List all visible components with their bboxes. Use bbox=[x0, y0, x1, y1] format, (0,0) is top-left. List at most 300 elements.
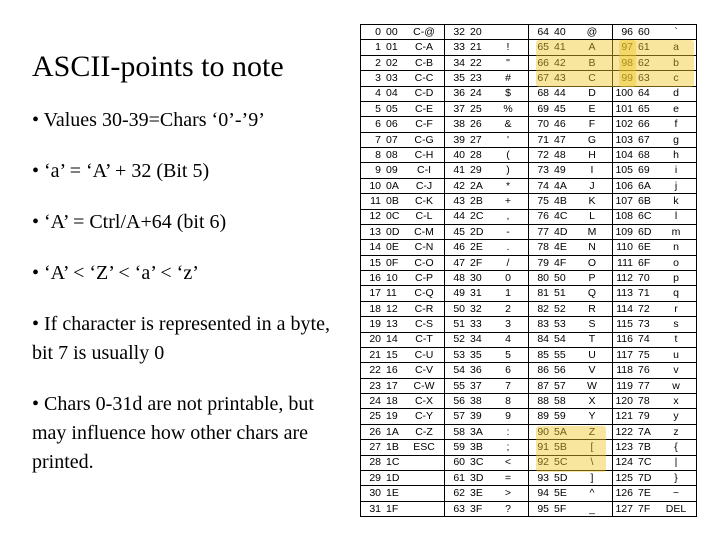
char-cell: $ bbox=[505, 87, 511, 100]
hex-cell: 36 bbox=[470, 364, 482, 377]
hex-cell: 60 bbox=[638, 25, 650, 38]
table-row bbox=[613, 456, 696, 471]
hex-cell: 18 bbox=[386, 394, 398, 407]
table-row bbox=[361, 225, 444, 240]
hex-cell: 64 bbox=[638, 87, 650, 100]
hex-cell: 08 bbox=[386, 148, 398, 161]
table-row bbox=[445, 333, 528, 348]
hex-cell: 15 bbox=[386, 348, 398, 361]
table-row bbox=[361, 194, 444, 209]
decimal-cell: 94 bbox=[537, 487, 549, 500]
hex-cell: 27 bbox=[470, 133, 482, 146]
decimal-cell: 81 bbox=[537, 287, 549, 300]
char-cell: m bbox=[671, 225, 681, 238]
decimal-cell: 60 bbox=[453, 456, 465, 469]
char-cell: a bbox=[673, 41, 679, 54]
hex-cell: 06 bbox=[386, 118, 398, 131]
char-cell: 2 bbox=[505, 302, 511, 315]
table-row bbox=[445, 117, 528, 132]
decimal-cell: 97 bbox=[621, 41, 633, 54]
hex-cell: 1F bbox=[386, 502, 399, 515]
char-cell: y bbox=[673, 410, 679, 423]
char-cell: Z bbox=[588, 425, 596, 438]
hex-cell: 66 bbox=[638, 118, 650, 131]
hex-cell: 05 bbox=[386, 102, 398, 115]
hex-cell: 14 bbox=[386, 333, 398, 346]
char-cell: C-L bbox=[415, 210, 433, 223]
decimal-cell: 26 bbox=[369, 425, 381, 438]
char-cell: c bbox=[673, 72, 679, 85]
decimal-cell: 77 bbox=[537, 225, 549, 238]
table-row bbox=[613, 148, 696, 163]
hex-cell: 00 bbox=[386, 25, 398, 38]
char-cell: J bbox=[589, 179, 595, 192]
hex-cell: 74 bbox=[638, 333, 650, 346]
table-row bbox=[529, 286, 612, 301]
char-cell: 9 bbox=[505, 410, 511, 423]
hex-cell: 50 bbox=[554, 271, 566, 284]
char-cell: 3 bbox=[505, 318, 511, 331]
hex-cell: 4E bbox=[554, 241, 567, 254]
table-row bbox=[361, 133, 444, 148]
decimal-cell: 104 bbox=[615, 148, 633, 161]
table-row bbox=[445, 425, 528, 440]
hex-cell: 63 bbox=[638, 72, 650, 85]
decimal-cell: 18 bbox=[369, 302, 381, 315]
hex-cell: 4C bbox=[554, 210, 568, 223]
table-row bbox=[529, 117, 612, 132]
char-cell: C-Y bbox=[414, 410, 434, 423]
hex-cell: 57 bbox=[554, 379, 566, 392]
decimal-cell: 107 bbox=[615, 195, 633, 208]
decimal-cell: 121 bbox=[615, 410, 633, 423]
char-cell: ` bbox=[674, 25, 678, 38]
decimal-cell: 122 bbox=[615, 425, 633, 438]
hex-cell: 1A bbox=[386, 425, 399, 438]
table-row bbox=[529, 471, 612, 486]
hex-cell: 7B bbox=[638, 441, 651, 454]
hex-cell: 1B bbox=[386, 441, 399, 454]
char-cell: 1 bbox=[505, 287, 511, 300]
hex-cell: 0A bbox=[386, 179, 399, 192]
table-row bbox=[445, 471, 528, 486]
hex-cell: 3F bbox=[470, 502, 483, 515]
decimal-cell: 80 bbox=[537, 271, 549, 284]
decimal-cell: 53 bbox=[453, 348, 465, 361]
decimal-cell: 88 bbox=[537, 394, 549, 407]
hex-cell: 61 bbox=[638, 41, 650, 54]
decimal-cell: 57 bbox=[453, 410, 465, 423]
char-cell: DEL bbox=[665, 502, 687, 515]
hex-cell: 55 bbox=[554, 348, 566, 361]
char-cell: 6 bbox=[505, 364, 511, 377]
char-cell: I bbox=[590, 164, 594, 177]
decimal-cell: 51 bbox=[453, 318, 465, 331]
table-row bbox=[445, 502, 528, 516]
decimal-cell: 92 bbox=[537, 456, 549, 469]
hex-cell: 09 bbox=[386, 164, 398, 177]
hex-cell: 77 bbox=[638, 379, 650, 392]
table-row bbox=[529, 256, 612, 271]
char-cell: A bbox=[588, 41, 596, 54]
char-cell: W bbox=[587, 379, 597, 392]
decimal-cell: 113 bbox=[616, 287, 633, 300]
hex-cell: 1C bbox=[386, 456, 400, 469]
table-row bbox=[613, 133, 696, 148]
decimal-cell: 82 bbox=[537, 302, 549, 315]
decimal-cell: 24 bbox=[369, 394, 381, 407]
table-row bbox=[613, 394, 696, 409]
char-cell: l bbox=[674, 210, 678, 223]
table-row bbox=[361, 333, 444, 348]
decimal-cell: 123 bbox=[615, 441, 633, 454]
table-row bbox=[613, 102, 696, 117]
char-cell: k bbox=[673, 195, 679, 208]
hex-cell: 73 bbox=[638, 318, 650, 331]
hex-cell: 2C bbox=[470, 210, 484, 223]
table-row bbox=[529, 271, 612, 286]
table-row bbox=[361, 456, 444, 471]
hex-cell: 6F bbox=[638, 256, 651, 269]
char-cell: ) bbox=[506, 164, 510, 177]
char-cell: ( bbox=[506, 148, 510, 161]
decimal-cell: 4 bbox=[375, 87, 381, 100]
decimal-cell: 70 bbox=[537, 118, 549, 131]
decimal-cell: 46 bbox=[453, 241, 465, 254]
char-cell: g bbox=[673, 133, 679, 146]
highlight-mark bbox=[536, 426, 606, 472]
table-row bbox=[361, 271, 444, 286]
char-cell: t bbox=[674, 333, 678, 346]
hex-cell: 6E bbox=[638, 241, 651, 254]
table-row bbox=[361, 286, 444, 301]
hex-cell: 5C bbox=[554, 456, 568, 469]
ascii-grid bbox=[361, 25, 696, 516]
hex-cell: 49 bbox=[554, 164, 566, 177]
char-cell: ' bbox=[506, 133, 509, 146]
table-row bbox=[613, 302, 696, 317]
decimal-cell: 49 bbox=[453, 287, 465, 300]
hex-cell: 46 bbox=[554, 118, 566, 131]
hex-cell: 22 bbox=[470, 56, 482, 69]
decimal-cell: 111 bbox=[617, 256, 633, 269]
hex-cell: 25 bbox=[470, 102, 482, 115]
table-row bbox=[361, 71, 444, 86]
table-row bbox=[361, 117, 444, 132]
hex-cell: 2D bbox=[470, 225, 484, 238]
table-row bbox=[613, 486, 696, 501]
char-cell: b bbox=[673, 56, 679, 69]
char-cell: % bbox=[503, 102, 513, 115]
decimal-cell: 52 bbox=[453, 333, 465, 346]
hex-cell: 31 bbox=[470, 287, 482, 300]
table-row bbox=[445, 210, 528, 225]
table-row bbox=[613, 348, 696, 363]
char-cell: C bbox=[588, 72, 596, 85]
hex-cell: 5A bbox=[554, 425, 567, 438]
char-cell: & bbox=[504, 118, 512, 131]
decimal-cell: 30 bbox=[369, 487, 381, 500]
hex-cell: 24 bbox=[470, 87, 482, 100]
hex-cell: 43 bbox=[554, 72, 566, 85]
char-cell: L bbox=[589, 210, 595, 223]
table-row bbox=[361, 210, 444, 225]
table-row bbox=[613, 440, 696, 455]
char-cell: C-C bbox=[414, 72, 434, 85]
char-cell: h bbox=[673, 148, 679, 161]
char-cell: U bbox=[588, 348, 596, 361]
hex-cell: 51 bbox=[554, 287, 566, 300]
char-cell: v bbox=[673, 364, 679, 377]
table-row bbox=[613, 502, 696, 516]
char-cell: } bbox=[674, 471, 678, 484]
char-cell: s bbox=[673, 318, 679, 331]
hex-cell: 48 bbox=[554, 148, 566, 161]
table-row bbox=[529, 302, 612, 317]
table-row bbox=[361, 102, 444, 117]
char-cell: C-O bbox=[414, 256, 434, 269]
table-row bbox=[529, 333, 612, 348]
hex-cell: 28 bbox=[470, 148, 482, 161]
char-cell: C-H bbox=[414, 148, 434, 161]
hex-cell: 6A bbox=[638, 179, 651, 192]
hex-cell: 2F bbox=[470, 256, 483, 269]
decimal-cell: 29 bbox=[369, 471, 381, 484]
char-cell: C-U bbox=[414, 348, 434, 361]
char-cell: 5 bbox=[505, 348, 511, 361]
decimal-cell: 23 bbox=[369, 379, 381, 392]
table-row bbox=[613, 471, 696, 486]
decimal-cell: 117 bbox=[616, 348, 633, 361]
bullet-item: • ‘a’ = ‘A’ + 32 (Bit 5) bbox=[32, 160, 210, 182]
hex-cell: 7C bbox=[638, 456, 652, 469]
decimal-cell: 21 bbox=[369, 348, 381, 361]
table-row bbox=[613, 333, 696, 348]
char-cell: C-W bbox=[413, 379, 435, 392]
hex-cell: 32 bbox=[470, 302, 482, 315]
table-row bbox=[529, 409, 612, 424]
table-row bbox=[445, 394, 528, 409]
hex-cell: 3D bbox=[470, 471, 484, 484]
char-cell: 4 bbox=[505, 333, 511, 346]
char-cell: C-B bbox=[414, 56, 434, 69]
decimal-cell: 105 bbox=[615, 164, 633, 177]
hex-cell: 19 bbox=[386, 410, 398, 423]
char-cell: * bbox=[505, 179, 511, 192]
char-cell: C-A bbox=[414, 41, 434, 54]
char-cell: n bbox=[673, 241, 679, 254]
decimal-cell: 106 bbox=[615, 179, 633, 192]
table-row bbox=[445, 486, 528, 501]
table-row bbox=[445, 179, 528, 194]
char-cell: M bbox=[587, 225, 597, 238]
char-cell: ^ bbox=[589, 487, 595, 500]
ascii-column bbox=[361, 25, 445, 516]
table-row bbox=[529, 379, 612, 394]
hex-cell: 0B bbox=[386, 195, 399, 208]
char-cell: P bbox=[588, 271, 596, 284]
char-cell: i bbox=[674, 164, 678, 177]
hex-cell: 70 bbox=[638, 271, 650, 284]
table-row bbox=[613, 256, 696, 271]
decimal-cell: 12 bbox=[369, 210, 381, 223]
decimal-cell: 31 bbox=[369, 502, 381, 515]
table-row bbox=[529, 87, 612, 102]
char-cell: C-Q bbox=[414, 287, 434, 300]
decimal-cell: 59 bbox=[453, 441, 465, 454]
bullet-list bbox=[32, 106, 352, 499]
decimal-cell: 9 bbox=[375, 164, 381, 177]
decimal-cell: 50 bbox=[453, 302, 465, 315]
char-cell: C-V bbox=[414, 364, 434, 377]
hex-cell: 78 bbox=[638, 394, 650, 407]
table-row bbox=[445, 56, 528, 71]
table-row bbox=[613, 194, 696, 209]
decimal-cell: 95 bbox=[537, 502, 549, 515]
table-row bbox=[445, 456, 528, 471]
decimal-cell: 3 bbox=[375, 72, 381, 85]
table-row bbox=[361, 425, 444, 440]
hex-cell: 2E bbox=[470, 241, 483, 254]
hex-cell: 16 bbox=[386, 364, 398, 377]
table-row bbox=[445, 87, 528, 102]
char-cell: D bbox=[588, 87, 596, 100]
table-row bbox=[529, 148, 612, 163]
table-row bbox=[529, 363, 612, 378]
hex-cell: 44 bbox=[554, 87, 566, 100]
hex-cell: 35 bbox=[470, 348, 482, 361]
decimal-cell: 34 bbox=[453, 56, 465, 69]
decimal-cell: 90 bbox=[537, 425, 549, 438]
decimal-cell: 125 bbox=[615, 471, 633, 484]
char-cell: w bbox=[672, 379, 680, 392]
table-row bbox=[529, 179, 612, 194]
hex-cell: 3B bbox=[470, 441, 483, 454]
table-row bbox=[613, 425, 696, 440]
table-row bbox=[445, 286, 528, 301]
hex-cell: 26 bbox=[470, 118, 482, 131]
char-cell: . bbox=[506, 241, 510, 254]
table-row bbox=[613, 363, 696, 378]
decimal-cell: 64 bbox=[537, 25, 549, 38]
hex-cell: 71 bbox=[638, 287, 650, 300]
table-row bbox=[445, 271, 528, 286]
table-row bbox=[529, 133, 612, 148]
decimal-cell: 114 bbox=[616, 302, 633, 315]
char-cell: C-E bbox=[414, 102, 434, 115]
table-row bbox=[361, 256, 444, 271]
char-cell: / bbox=[506, 256, 510, 269]
char-cell: 7 bbox=[505, 379, 511, 392]
decimal-cell: 102 bbox=[615, 118, 633, 131]
hex-cell: 5B bbox=[554, 441, 567, 454]
hex-cell: 10 bbox=[386, 271, 398, 284]
hex-cell: 62 bbox=[638, 56, 650, 69]
decimal-cell: 20 bbox=[369, 333, 381, 346]
table-row bbox=[361, 56, 444, 71]
table-row bbox=[529, 225, 612, 240]
table-row bbox=[613, 225, 696, 240]
decimal-cell: 124 bbox=[615, 456, 633, 469]
decimal-cell: 98 bbox=[621, 56, 633, 69]
ascii-column bbox=[613, 25, 696, 516]
table-row bbox=[445, 240, 528, 255]
char-cell: H bbox=[588, 148, 596, 161]
decimal-cell: 120 bbox=[615, 394, 633, 407]
hex-cell: 0E bbox=[386, 241, 399, 254]
table-row bbox=[613, 379, 696, 394]
char-cell: ~ bbox=[672, 487, 680, 500]
char-cell: G bbox=[587, 133, 597, 146]
decimal-cell: 91 bbox=[537, 441, 549, 454]
bullet-item: • If character is represented in a byte, bit 7 is usually 0 bbox=[32, 313, 330, 364]
table-row bbox=[361, 471, 444, 486]
hex-cell: 30 bbox=[470, 271, 482, 284]
table-row bbox=[445, 379, 528, 394]
hex-cell: 3A bbox=[470, 425, 483, 438]
decimal-cell: 17 bbox=[369, 287, 381, 300]
decimal-cell: 62 bbox=[453, 487, 465, 500]
table-row bbox=[445, 102, 528, 117]
decimal-cell: 67 bbox=[537, 72, 549, 85]
table-row bbox=[445, 40, 528, 55]
hex-cell: 53 bbox=[554, 318, 566, 331]
table-row bbox=[361, 379, 444, 394]
decimal-cell: 33 bbox=[453, 41, 465, 54]
char-cell: { bbox=[674, 441, 678, 454]
table-row bbox=[445, 348, 528, 363]
char-cell: \ bbox=[590, 456, 594, 469]
hex-cell: 7D bbox=[638, 471, 652, 484]
decimal-cell: 11 bbox=[370, 195, 381, 208]
decimal-cell: 45 bbox=[453, 225, 465, 238]
decimal-cell: 35 bbox=[453, 72, 465, 85]
char-cell: C-K bbox=[414, 195, 434, 208]
char-cell: ESC bbox=[413, 441, 435, 454]
table-row bbox=[445, 25, 528, 40]
hex-cell: 3C bbox=[470, 456, 484, 469]
table-row bbox=[361, 302, 444, 317]
char-cell: ? bbox=[505, 502, 511, 515]
decimal-cell: 96 bbox=[621, 25, 633, 38]
char-cell: < bbox=[504, 456, 512, 469]
hex-cell: 7A bbox=[638, 425, 651, 438]
char-cell: R bbox=[588, 302, 596, 315]
char-cell: r bbox=[674, 302, 678, 315]
hex-cell: 2A bbox=[470, 179, 483, 192]
char-cell: 0 bbox=[505, 271, 511, 284]
table-row bbox=[613, 271, 696, 286]
char-cell: C-D bbox=[414, 87, 434, 100]
decimal-cell: 75 bbox=[537, 195, 549, 208]
decimal-cell: 103 bbox=[615, 133, 633, 146]
char-cell: [ bbox=[590, 441, 594, 454]
char-cell: ; bbox=[506, 441, 510, 454]
decimal-cell: 66 bbox=[537, 56, 549, 69]
decimal-cell: 108 bbox=[615, 210, 633, 223]
hex-cell: 4B bbox=[554, 195, 567, 208]
table-row bbox=[613, 286, 696, 301]
table-row bbox=[613, 240, 696, 255]
char-cell: O bbox=[587, 256, 597, 269]
table-row bbox=[529, 210, 612, 225]
hex-cell: 65 bbox=[638, 102, 650, 115]
table-row bbox=[529, 163, 612, 178]
decimal-cell: 79 bbox=[537, 256, 549, 269]
hex-cell: 6B bbox=[638, 195, 651, 208]
decimal-cell: 116 bbox=[616, 333, 633, 346]
char-cell: > bbox=[504, 487, 512, 500]
